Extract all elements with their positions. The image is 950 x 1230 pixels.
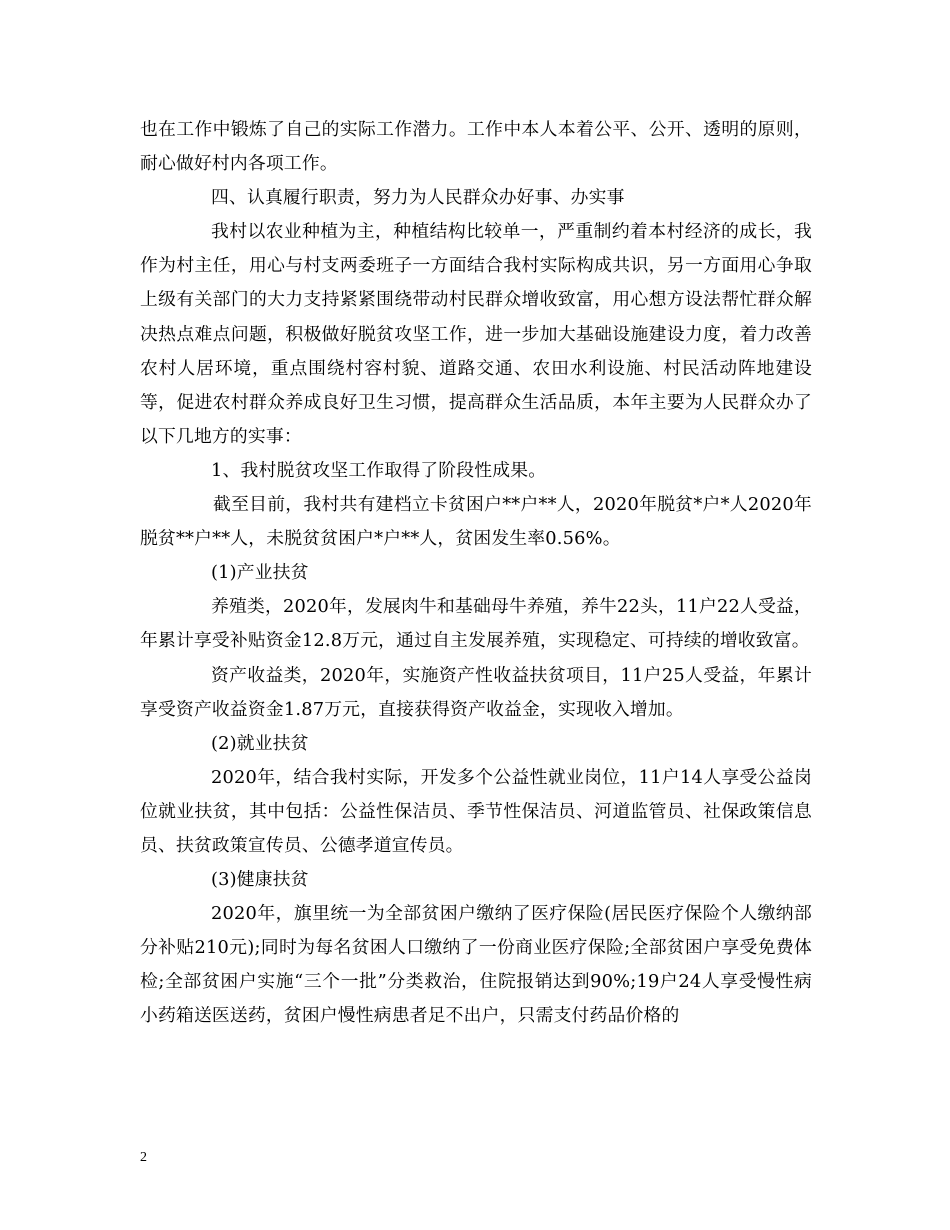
paragraph-asset-income: 资产收益类，2020年，实施资产性收益扶贫项目，11户25人受益，年累计享受资产收益资金1.87万元，直接获得资产收益金，实现收入增加。 bbox=[140, 664, 812, 720]
paragraph-continuation: 也在工作中锻炼了自己的实际工作潜力。工作中本人本着公平、公开、透明的原则，耐心做好村内各项工作。 bbox=[140, 119, 812, 175]
paragraph-health: 2020年，旗里统一为全部贫困户缴纳了医疗保险(居民医疗保险个人缴纳部分补贴210元);同时为每名贫困人口缴纳了一份商业医疗保险;全部贫困户享受免费体检;全部贫困户实施“三个一批”分类救治，住院报销达到90%;19户24人享受慢性病小药箱送医送药，贫困户慢性病患者足不出户，只需支付药品价格的 bbox=[140, 903, 812, 1027]
section-heading-4: 四、认真履行职责，努力为人民群众办好事、办实事 bbox=[211, 187, 625, 209]
paragraph-poverty-stats: 截至目前，我村共有建档立卡贫困户**户**人，2020年脱贫*户*人2020年脱贫**户**人，未脱贫贫困户*户**人，贫困发生率0.56%。 bbox=[140, 494, 812, 550]
paragraph-employment: 2020年，结合我村实际，开发多个公益性就业岗位，11户14人享受公益岗位就业扶贫，其中包括：公益性保洁员、季节性保洁员、河道监管员、社保政策信息员、扶贫政策宣传员、公德孝道宣传员。 bbox=[140, 766, 812, 856]
subheading-health: (3)健康扶贫 bbox=[211, 869, 309, 891]
document-body bbox=[140, 113, 812, 1034]
subheading-industry: (1)产业扶贫 bbox=[211, 562, 309, 584]
paragraph-agriculture: 我村以农业种植为主，种植结构比较单一，严重制约着本村经济的成长，我作为村主任，用心与村支两委班子一方面结合我村实际构成共识，另一方面用心争取上级有关部门的大力支持紧紧围绕带动村民群众增收致富，用心想方设法帮忙群众解决热点难点问题，积极做好脱贫攻坚工作，进一步加大基础设施建设力度，着力改善农村人居环境，重点围绕村容村貌、道路交通、农田水利设施、村民活动阵地建设等，促进农村群众养成良好卫生习惯，提高群众生活品质，本年主要为人民群众办了以下几地方的实事： bbox=[140, 221, 812, 447]
list-item-1: 1、我村脱贫攻坚工作取得了阶段性成果。 bbox=[211, 459, 547, 481]
subheading-employment: (2)就业扶贫 bbox=[211, 732, 309, 754]
page-number: 2 bbox=[140, 1150, 147, 1165]
paragraph-breeding: 养殖类，2020年，发展肉牛和基础母牛养殖，养牛22头，11户22人受益，年累计享受补贴资金12.8万元，通过自主发展养殖，实现稳定、可持续的增收致富。 bbox=[140, 596, 812, 652]
